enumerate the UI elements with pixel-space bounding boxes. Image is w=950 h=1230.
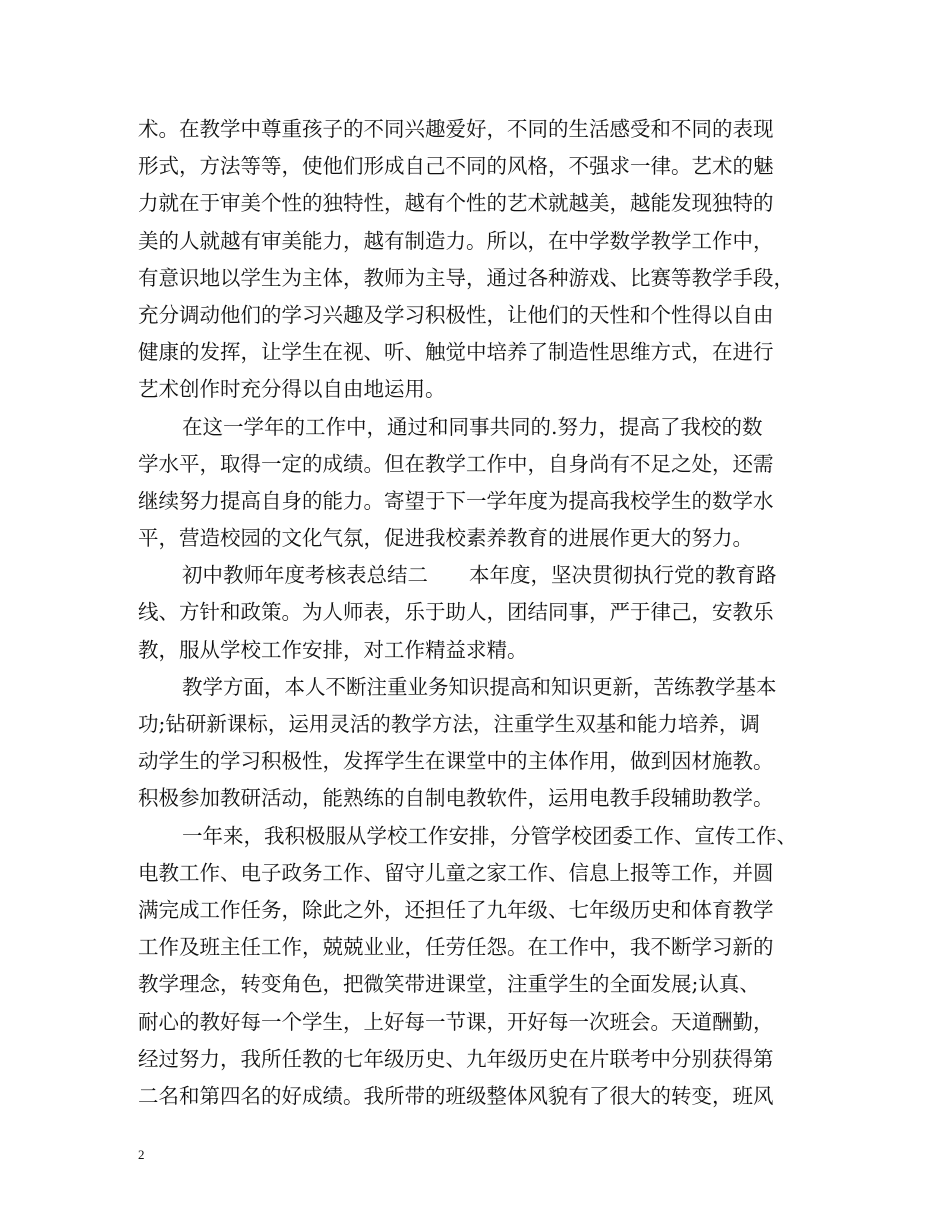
text-line: 有意识地以学生为主体，教师为主导，通过各种游戏、比赛等教学手段，: [138, 265, 794, 290]
text-line: 术。在教学中尊重孩子的不同兴趣爱好，不同的生活感受和不同的表现: [138, 117, 774, 141]
text-line: 功;钻研新课标，运用灵活的教学方法，注重学生双基和能力培养，调: [138, 712, 760, 736]
text-line: 积极参加教研活动，能熟练的自制电教软件，运用电教手段辅助教学。: [138, 786, 774, 811]
text-line: 教，服从学校工作安排，对工作精益求精。: [138, 637, 528, 662]
text-line: 动学生的学习积极性，发挥学生在课堂中的主体作用，做到因材施教。: [138, 749, 774, 774]
text-line: 充分调动他们的学习兴趣及学习积极性，让他们的天性和个性得以自由: [138, 302, 774, 327]
text-line: 经过努力，我所任教的七年级历史、九年级历史在片联考中分别获得第: [138, 1046, 774, 1071]
body-text: [138, 111, 828, 1115]
text-line: 教学理念，转变角色，把微笑带进课堂，注重学生的全面发展;认真、: [138, 972, 760, 997]
text-line: 艺术创作时充分得以自由地运用。: [138, 377, 446, 402]
text-line: 学水平，取得一定的成绩。但在教学工作中，自身尚有不足之处，还需: [138, 451, 774, 476]
text-line: 平，营造校园的文化气氛，促进我校素养教育的进展作更大的努力。: [138, 526, 753, 551]
paragraph-start-line: 在这一学年的工作中，通过和同事共同的.努力，提高了我校的数: [182, 414, 763, 439]
text-line: 美的人就越有审美能力，越有制造力。所以，在中学数学教学工作中，: [138, 228, 774, 253]
text-line: 工作及班主任工作，兢兢业业，任劳任怨。在工作中，我不断学习新的: [138, 935, 774, 960]
text-line: 满完成工作任务，除此之外，还担任了九年级、七年级历史和体育教学: [138, 897, 774, 922]
text-line: 线、方针和政策。为人师表，乐于助人，团结同事，严于律己，安教乐: [138, 600, 774, 625]
text-line: 电教工作、电子政务工作、留守儿童之家工作、信息上报等工作，并圆: [138, 860, 774, 885]
text-line: 耐心的教好每一个学生，上好每一节课，开好每一次班会。天道酬勤，: [138, 1009, 774, 1034]
paragraph-start-line: 一年来，我积极服从学校工作安排，分管学校团委工作、宣传工作、: [182, 823, 797, 848]
paragraph-start-line: 教学方面，本人不断注重业务知识提高和知识更新，苦练教学基本: [182, 674, 777, 699]
text-line: 健康的发挥，让学生在视、听、触觉中培养了制造性思维方式，在进行: [138, 340, 774, 365]
page-number: 2: [138, 1147, 145, 1162]
text-line: 继续努力提高自身的能力。寄望于下一学年度为提高我校学生的数学水: [138, 488, 774, 513]
text-line: 形式，方法等等，使他们形成自己不同的风格，不强求一律。艺术的魅: [138, 154, 774, 179]
paragraph-start-line: 初中教师年度考核表总结二 本年度，坚决贯彻执行党的教育路: [182, 563, 777, 588]
text-line: 二名和第四名的好成绩。我所带的班级整体风貌有了很大的转变，班风: [138, 1083, 774, 1108]
text-line: 力就在于审美个性的独特性，越有个性的艺术就越美，越能发现独特的: [138, 191, 774, 216]
